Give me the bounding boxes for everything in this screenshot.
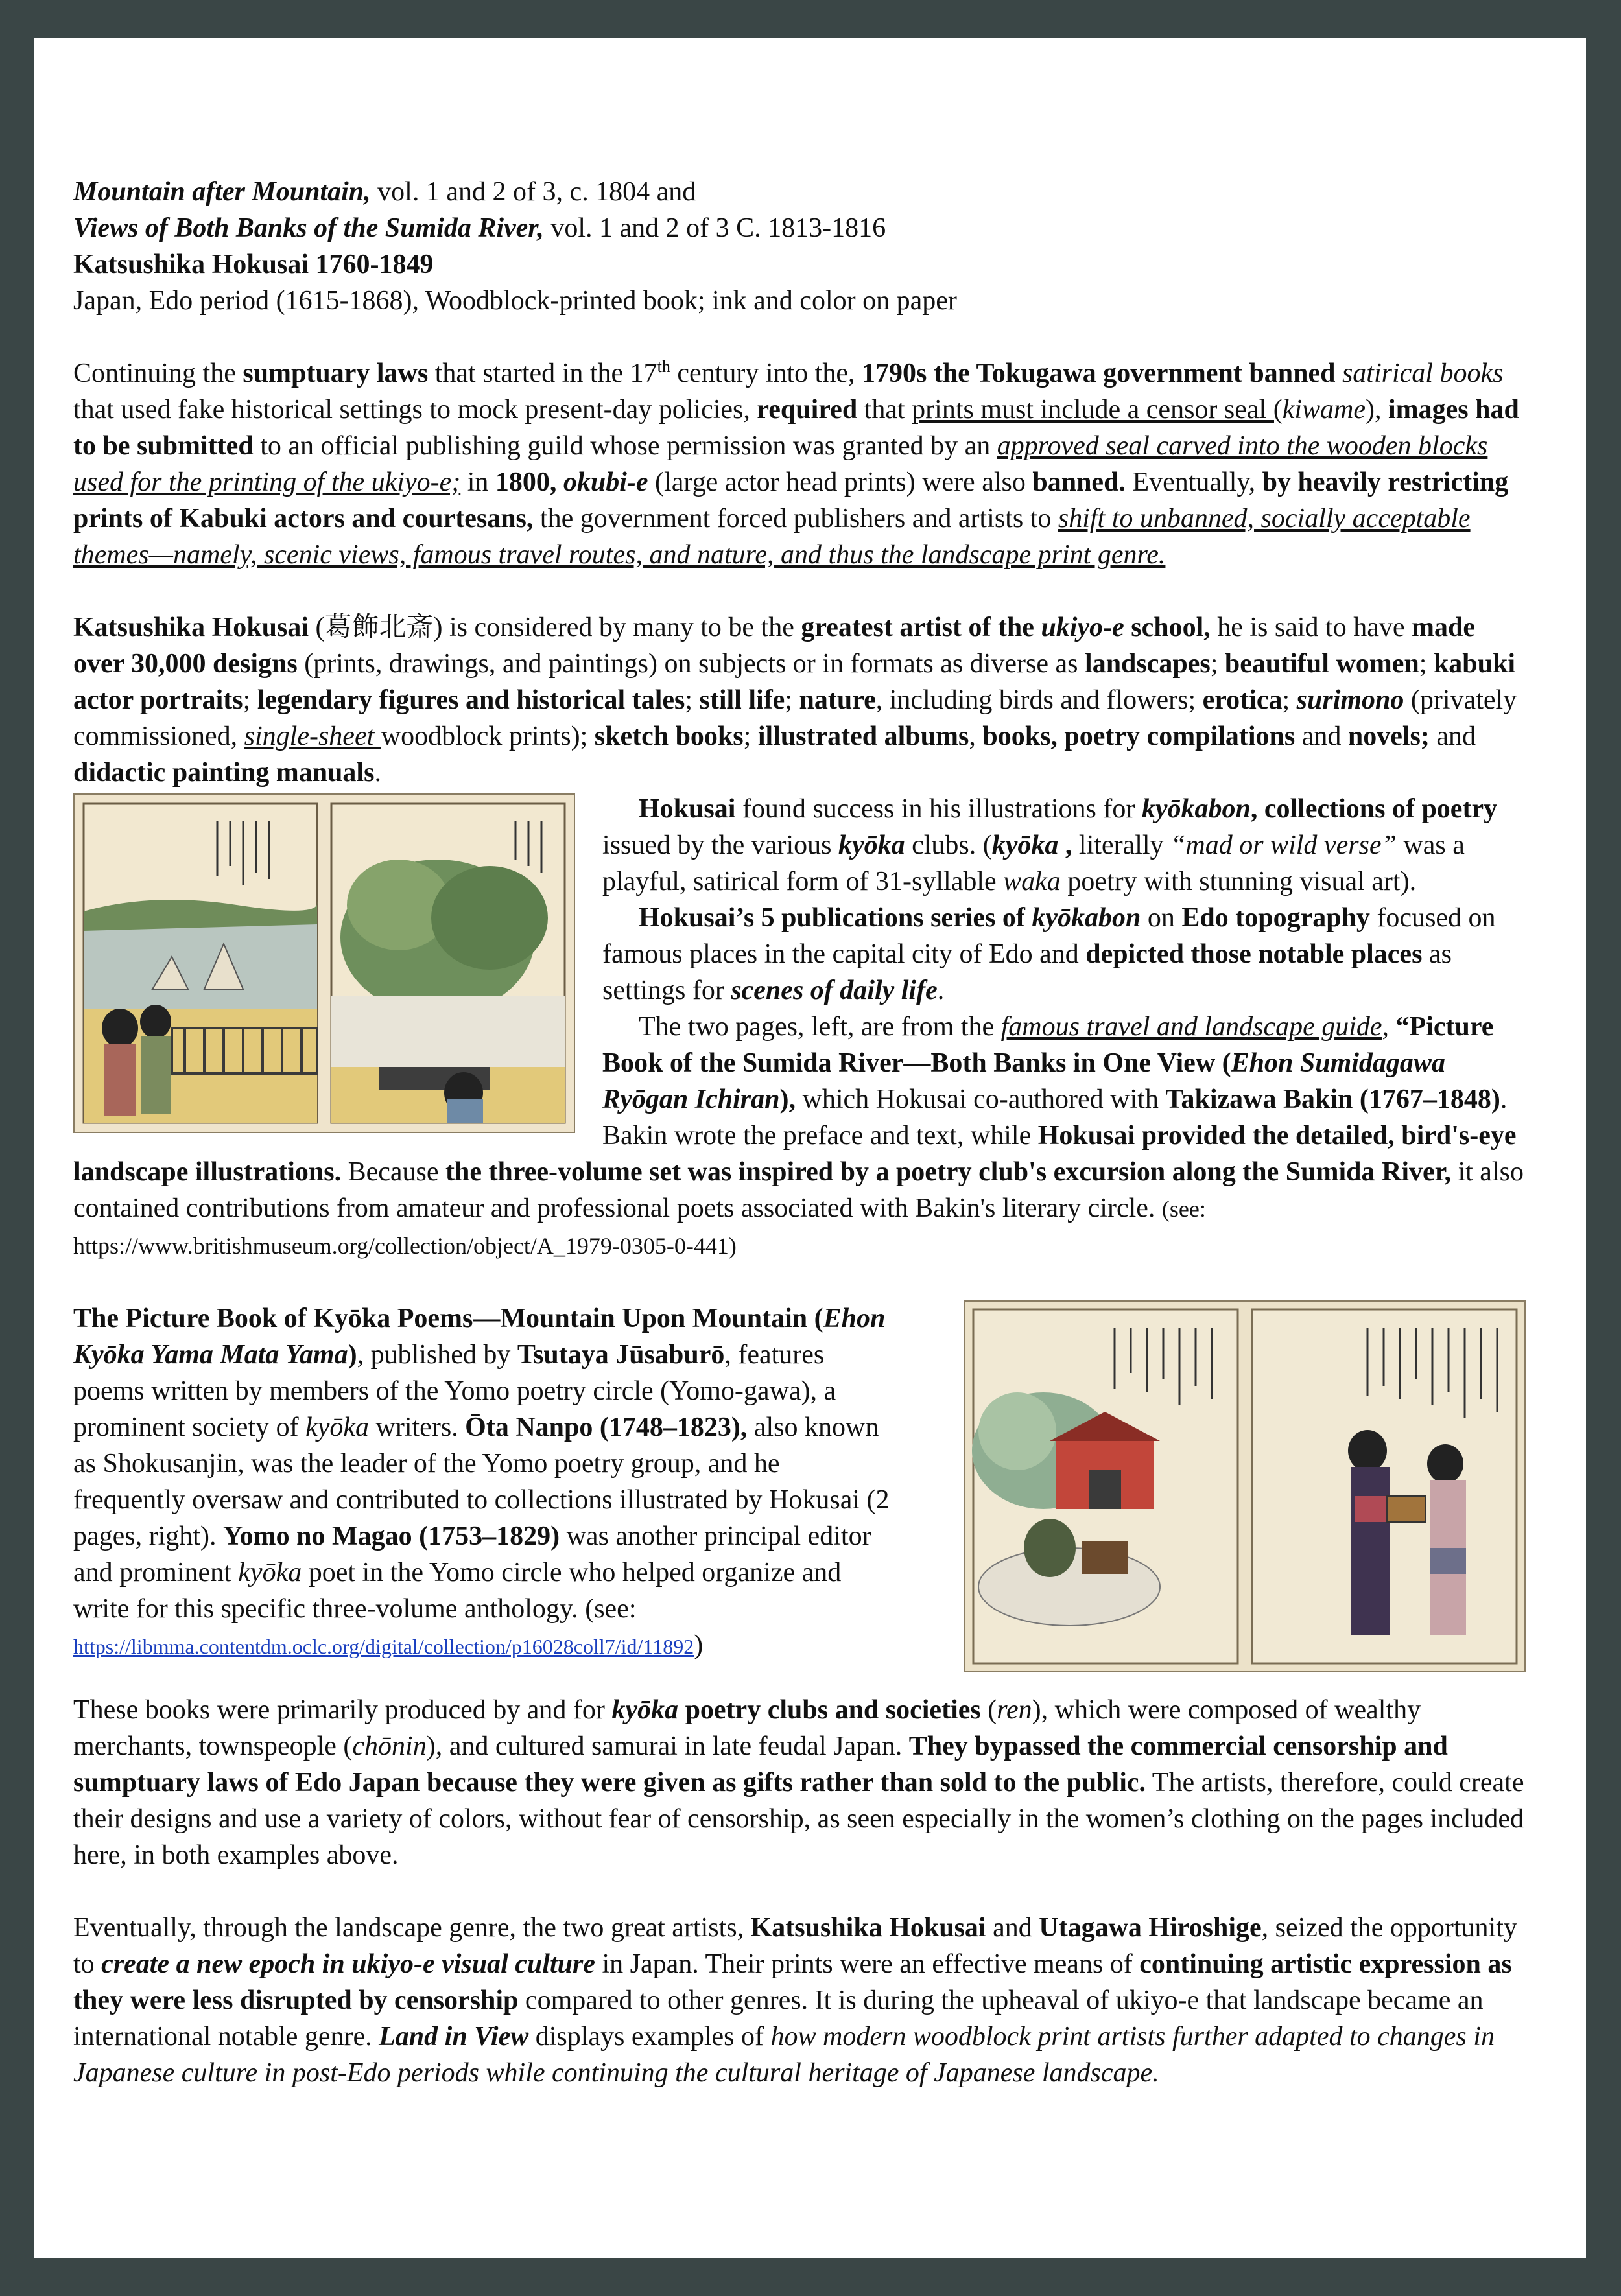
title-line-2: Views of Both Banks of the Sumida River, vol. 1 and 2 of 3 C. 1813-1816 (73, 213, 886, 243)
document-body (73, 174, 1526, 2091)
sumida-river-illustration (75, 795, 574, 1132)
paragraph-landscape-genre: Eventually, through the landscape genre, the two great artists, Katsushika Hokusai and Utagawa Hiroshige, seized the opportunity to create a new epoch in ukiyo-e visual culture in Japan. Their prints were an effective means of continuing artistic expression as they were less disrupted by censorship compared to other genres. It is during the upheaval of ukiyo-e that landscape became an international notable genre. Land in View displays examples of how modern woodblock print artists further adapted to changes in Japanese culture in post-Edo periods while continuing the cultural heritage of Japanese landscape. (73, 1913, 1517, 2088)
paragraph-hokusai-intro: Katsushika Hokusai (葛飾北斎) is considered by many to be the greatest artist of the ukiyo-e school, he is said to have made over 30,000 designs (prints, drawings, and paintings) on subjects or in formats as diverse as landscapes; beautiful women; kabuki actor portraits; legendary figures and historical tales; still life; nature, including birds and flowers; erotica; surimono (privately commissioned, single-sheet woodblock prints); sketch books; illustrated albums, books, poetry compilations and novels; and didactic painting manuals. (73, 613, 1517, 788)
paragraph-edo-topography: Hokusai’s 5 publications series of kyōkabon on Edo topography focused on famous places in the capital city of Edo and depicted those notable places as settings for scenes of daily life. (602, 903, 1496, 1005)
libmma-reference-link[interactable]: https://libmma.contentdm.oclc.org/digital/collection/p16028coll7/id/11892 (73, 1635, 694, 1658)
paragraph-sumida-river-book: The two pages, left, are from the famous travel and landscape guide, “Picture Book of the Sumida River—Both Banks in One View (Ehon Sumidagawa Ryōgan Ichiran), which Hokusai co-authored with Takizawa Bakin (1767–1848). Bakin wrote the preface and text, while Hokusai provided the detailed, bird's-eye landscape illustrations. Because the three-volume set was inspired by a poetry club's excursion along the Sumida River, it also contained contributions from amateur and professional poets associated with Bakin's literary circle. (see: https://www.britishmuseum.org/collection/object/A_1979-0305-0-441) (73, 1012, 1524, 1259)
paragraph-poetry-clubs: These books were primarily produced by and for kyōka poetry clubs and societies (ren), which were composed of wealthy merchants, townspeople (chōnin), and cultured samurai in late feudal Japan. They bypassed the commercial censorship and sumptuary laws of Edo Japan because they were given as gifts rather than sold to the public. The artists, therefore, could create their designs and use a variety of colors, without fear of censorship, as seen especially in the women’s clothing on the pages included here, in both examples above. (73, 1695, 1524, 1870)
title-line-1: Mountain after Mountain, vol. 1 and 2 of 3, c. 1804 and (73, 177, 696, 207)
mountain-upon-mountain-illustration (965, 1302, 1524, 1671)
sumida-river-book-image (73, 793, 575, 1133)
medium-line: Japan, Edo period (1615-1868), Woodblock-printed book; ink and color on paper (73, 286, 957, 316)
british-museum-reference: (see: https://www.britishmuseum.org/collection/object/A_1979-0305-0-441) (73, 1196, 1206, 1259)
paragraph-mountain-upon-mountain: The Picture Book of Kyōka Poems—Mountain Upon Mountain (Ehon Kyōka Yama Mata Yama), published by Tsutaya Jūsaburō, features poems written by members of the Yomo poetry circle (Yomo-gawa), a prominent society of kyōka writers. Ōta Nanpo (1748–1823), also known as Shokusanjin, was the leader of the Yomo poetry group, and he frequently oversaw and contributed to collections illustrated by Hokusai (2 pages, right). Yomo no Magao (1753–1829) was another principal editor and prominent kyōka poet in the Yomo circle who helped organize and write for this specific three-volume anthology. (see: https://libmma.contentdm.oclc.org/digital/collection/p16028coll7/id/11892) (73, 1304, 890, 1660)
artist-line: Katsushika Hokusai 1760-1849 (73, 250, 434, 279)
paragraph-censorship: Continuing the sumptuary laws that started in the 17th century into the, 1790s the Tokugawa government banned satirical books that used fake historical settings to mock present-day policies, required that prints must include a censor seal (kiwame), images had to be submitted to an official publishing guild whose permission was granted by an approved seal carved into the wooden blocks used for the printing of the ukiyo-e; in 1800, okubi-e (large actor head prints) were also banned. Eventually, by heavily restricting prints of Kabuki actors and courtesans, the government forced publishers and artists to shift to unbanned, socially acceptable themes—namely, scenic views, famous travel routes, and nature, and thus the landscape print genre. (73, 357, 1519, 570)
mountain-upon-mountain-book-image (964, 1300, 1526, 1672)
paragraph-kyokabon: Hokusai found success in his illustrations for kyōkabon, collections of poetry issued by the various kyōka clubs. (kyōka , literally “mad or wild verse” was a playful, satirical form of 31-syllable waka poetry with stunning visual art). (602, 794, 1498, 896)
document-page (34, 38, 1586, 2258)
